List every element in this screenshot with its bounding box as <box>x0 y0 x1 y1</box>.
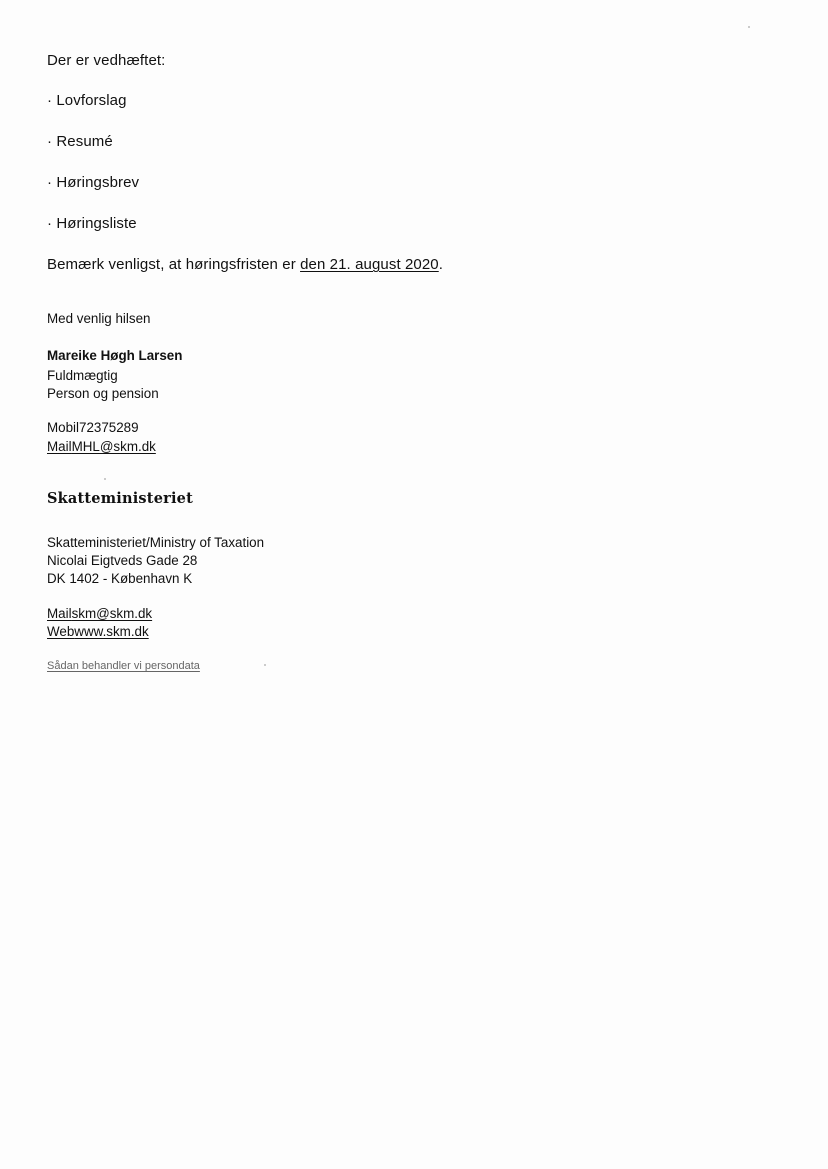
privacy-link[interactable]: Sådan behandler vi persondata <box>47 660 200 672</box>
signature-title: Fuldmægtig <box>47 368 118 383</box>
deadline-sentence <box>47 256 443 273</box>
scan-speck <box>264 664 266 666</box>
attachment-item: · Lovforslag <box>47 92 127 109</box>
deadline-date: den 21. august 2020 <box>300 256 439 273</box>
ministry-logo: Skatteministeriet <box>47 490 193 507</box>
mobile-line <box>47 420 139 435</box>
scan-speck <box>748 26 750 28</box>
mail-address: skm@skm.dk <box>71 606 153 621</box>
address-city: DK 1402 - København K <box>47 571 193 586</box>
signature-department: Person og pension <box>47 386 159 401</box>
mail-label: Mail <box>47 439 72 454</box>
web-label: Web <box>47 624 75 639</box>
deadline-suffix: . <box>438 256 444 273</box>
signature-mail-link[interactable] <box>47 439 156 454</box>
attachment-item: · Resumé <box>47 133 113 150</box>
closing-text: Med venlig hilsen <box>47 311 151 326</box>
address-mail-link[interactable] <box>47 606 152 621</box>
web-address: www.skm.dk <box>74 624 149 639</box>
address-street: Nicolai Eigtveds Gade 28 <box>47 553 198 568</box>
scan-speck <box>104 478 106 480</box>
deadline-prefix: Bemærk venligst, at høringsfristen er <box>47 256 301 273</box>
mobile-number: 72375289 <box>79 420 139 435</box>
signature-name: Mareike Høgh Larsen <box>47 348 183 363</box>
intro-text: Der er vedhæftet: <box>47 52 166 69</box>
address-org: Skatteministeriet/Ministry of Taxation <box>47 535 265 550</box>
attachment-item: · Høringsbrev <box>47 174 140 191</box>
attachment-item: · Høringsliste <box>47 215 137 232</box>
address-web-link[interactable] <box>47 624 149 639</box>
mobile-label: Mobil <box>47 420 79 435</box>
mail-address: MHL@skm.dk <box>71 439 156 454</box>
mail-label: Mail <box>47 606 72 621</box>
